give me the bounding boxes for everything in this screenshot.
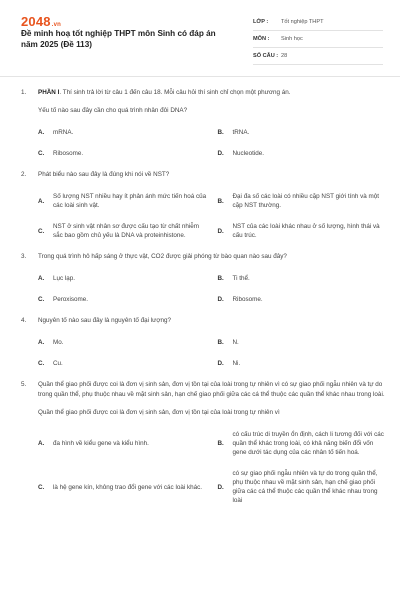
question-2 <box>21 170 387 240</box>
header-divider <box>0 76 400 77</box>
part-label: PHẦN I <box>38 89 60 96</box>
meta-row-count <box>253 48 383 65</box>
option-a[interactable]: A. mRNA. <box>38 129 74 136</box>
option-c[interactable]: C. NST ở sinh vật nhân sơ được cấu tạo từ chất nhiễm sắc bao gồm chủ yếu là DNA và proteinhistone. <box>38 223 200 239</box>
answer-options <box>21 128 387 158</box>
question-1 <box>21 88 387 158</box>
question-stem: Quần thể giao phối được coi là đơn vị sinh sản, đơn vị tồn tại của loài trong tự nhiên vì <box>38 409 280 416</box>
question-number: 4. <box>21 317 27 324</box>
option-d[interactable]: D. có sự giao phối ngẫu nhiên và tự do trong quần thể, phụ thuộc nhau về mặt sinh sản, hạn chế giao phối giữa các cá thể thuộc các quần thể khác nhau trong loài <box>217 470 378 504</box>
page-header <box>0 0 400 70</box>
question-number: 3. <box>21 253 27 260</box>
option-b[interactable]: B. Đại đa số các loài có nhiều cặp NST giới tính và một cặp NST thường. <box>217 193 379 209</box>
question-number: 1. <box>21 89 27 96</box>
meta-label: SỐ CÂU : <box>253 53 279 59</box>
option-c[interactable]: C. Ribosome. <box>38 150 84 157</box>
question-text: Trong quá trình hô hấp sáng ở thực vật, CO2 được giải phóng từ bào quan nào sau đây? <box>38 253 287 260</box>
question-list <box>21 88 387 517</box>
option-b[interactable]: B. Ti thể. <box>217 275 250 282</box>
option-c[interactable]: C. Peroxisome. <box>38 296 88 303</box>
answer-options <box>21 430 387 505</box>
option-a[interactable]: A. đa hình về kiểu gene và kiểu hình. <box>38 440 149 447</box>
answer-options <box>21 338 387 368</box>
question-text: . Thí sinh trả lời từ câu 1 đến câu 18. Mỗi câu hỏi thí sinh chỉ chọn một phương án. <box>59 89 291 96</box>
question-stem: Yếu tố nào sau đây cần cho quá trình nhân đôi DNA? <box>38 107 188 114</box>
meta-value: Sinh học <box>281 36 303 42</box>
option-b[interactable]: B. có cấu trúc di truyền ổn định, cách li tương đối với các quần thể khác trong loài, có khả năng biến đổi vốn gene dưới tác dụng của các nhân tố tiến hoá. <box>217 431 384 456</box>
option-d[interactable]: D. Nucleotide. <box>217 150 265 157</box>
meta-value: Tốt nghiệp THPT <box>281 19 324 25</box>
option-b[interactable]: B. N. <box>217 339 239 346</box>
answer-options <box>21 274 387 304</box>
question-text: Quần thể giao phối được coi là đơn vị sinh sản, đơn vị tồn tại của loài trong tự nhiên vì có sự giao phối ngẫu nhiên và tự do trong quần thể, phụ thuộc nhau về mặt sinh sản, hạn chế giao phối giữa các cá thể thuộc các quần thể khác nhau trong loài. <box>38 381 385 398</box>
option-a[interactable]: A. Mo. <box>38 339 64 346</box>
answer-options <box>21 192 387 240</box>
question-number: 2. <box>21 171 27 178</box>
meta-label: MÔN : <box>253 36 270 42</box>
question-4 <box>21 316 387 368</box>
meta-label: LỚP : <box>253 19 269 25</box>
option-c[interactable]: C. là hệ gene kín, không trao đổi gene với các loài khác. <box>38 483 203 491</box>
question-text: Phát biểu nào sau đây là đúng khi nói về NST? <box>38 171 170 178</box>
question-text: Nguyên tố nào sau đây là nguyên tố đại lượng? <box>38 317 171 324</box>
logo-tld: .vn <box>51 22 62 28</box>
option-b[interactable]: B. tRNA. <box>217 129 250 136</box>
site-logo[interactable] <box>21 14 61 29</box>
meta-value: 28 <box>281 53 288 59</box>
exam-meta <box>253 14 383 65</box>
logo-main: 2048 <box>21 14 51 29</box>
document-title: Đề minh hoạ tốt nghiệp THPT môn Sinh có đáp án năm 2025 (Đề 113) <box>21 29 216 49</box>
option-d[interactable]: D. Ribosome. <box>217 296 263 303</box>
option-a[interactable]: A. Số lượng NST nhiều hay ít phản ánh mức tiến hoá của các loài sinh vật. <box>38 193 207 209</box>
question-number: 5. <box>21 381 27 388</box>
option-a[interactable]: A. Lục lạp. <box>38 275 76 282</box>
meta-row-subject <box>253 31 383 48</box>
option-d[interactable]: D. Ni. <box>217 360 241 367</box>
meta-row-class <box>253 14 383 31</box>
question-5 <box>21 380 387 505</box>
question-3 <box>21 252 387 304</box>
option-d[interactable]: D. NST của các loài khác nhau ở số lượng, hình thái và cấu trúc. <box>217 223 380 239</box>
option-c[interactable]: C. Cu. <box>38 360 63 367</box>
